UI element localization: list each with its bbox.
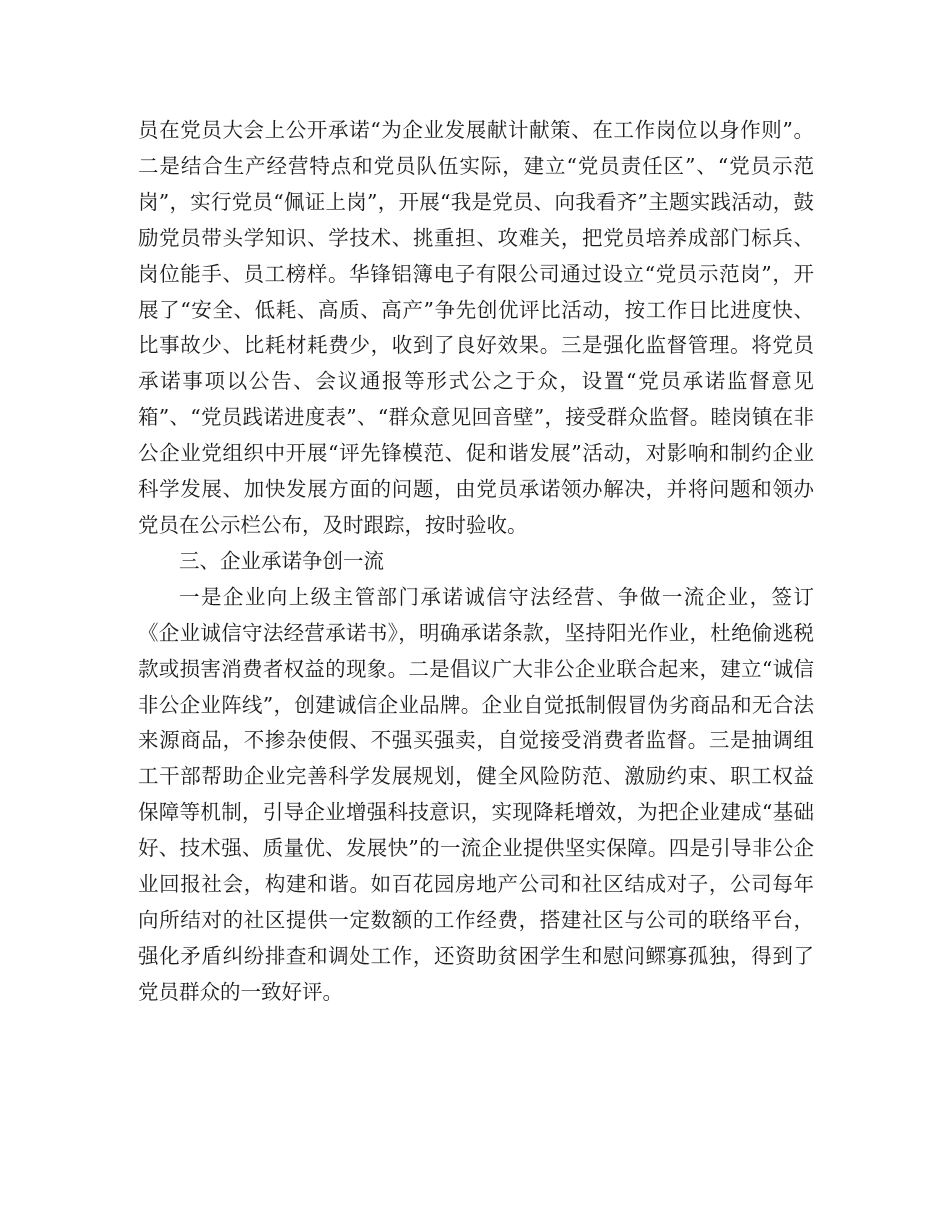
paragraph-party-member-commitment: 员在党员大会上公开承诺“为企业发展献计献策、在工作岗位以身作则”。二是结合生产经营特点和党员队伍实际，建立“党员责任区”、“党员示范岗”，实行党员“佩证上岗”，开展“我是党员、向我看齐”主题实践活动，鼓励党员带头学知识、学技术、挑重担、攻难关，把党员培养成部门标兵、岗位能手、员工榜样。华锋铝簿电子有限公司通过设立“党员示范岗”，开展了“安全、低耗、高质、高产”争先创优评比活动，按工作日比进度快、比事故少、比耗材耗费少，收到了良好效果。三是强化监督管理。将党员承诺事项以公告、会议通报等形式公之于众，设置“党员承诺监督意见箱”、“党员践诺进度表”、“群众意见回音壁”，接受群众监督。睦岗镇在非公企业党组织中开展“评先锋模范、促和谐发展”活动，对影响和制约企业科学发展、加快发展方面的问题，由党员承诺领办解决，并将问题和领办党员在公示栏公布，及时跟踪，按时验收。 bbox=[138, 118, 814, 537]
paragraph-enterprise-commitment: 一是企业向上级主管部门承诺诚信守法经营、争做一流企业，签订《企业诚信守法经营承诺书》，明确承诺条款，坚持阳光作业，杜绝偷逃税款或损害消费者权益的现象。二是倡议广大非公企业联合起来，建立“诚信非公企业阵线”，创建诚信企业品牌。企业自觉抵制假冒伪劣商品和无合法来源商品，不掺杂使假、不强买强卖，自觉接受消费者监督。三是抽调组工干部帮助企业完善科学发展规划，健全风险防范、激励约束、职工权益保障等机制，引导企业增强科技意识，实现降耗增效，为把企业建成“基础好、技术强、质量优、发展快”的一流企业提供坚实保障。四是引导非公企业回报社会，构建和谐。如百花园房地产公司和社区结成对子，公司每年向所结对的社区提供一定数额的工作经费，搭建社区与公司的联络平台，强化矛盾纠纷排查和调处工作，还资助贫困学生和慰问鳏寡孤独，得到了党员群众的一致好评。 bbox=[138, 584, 814, 1004]
section-heading-enterprise-commitment: 三、企业承诺争创一流 bbox=[179, 548, 384, 573]
document-body bbox=[138, 113, 814, 1011]
